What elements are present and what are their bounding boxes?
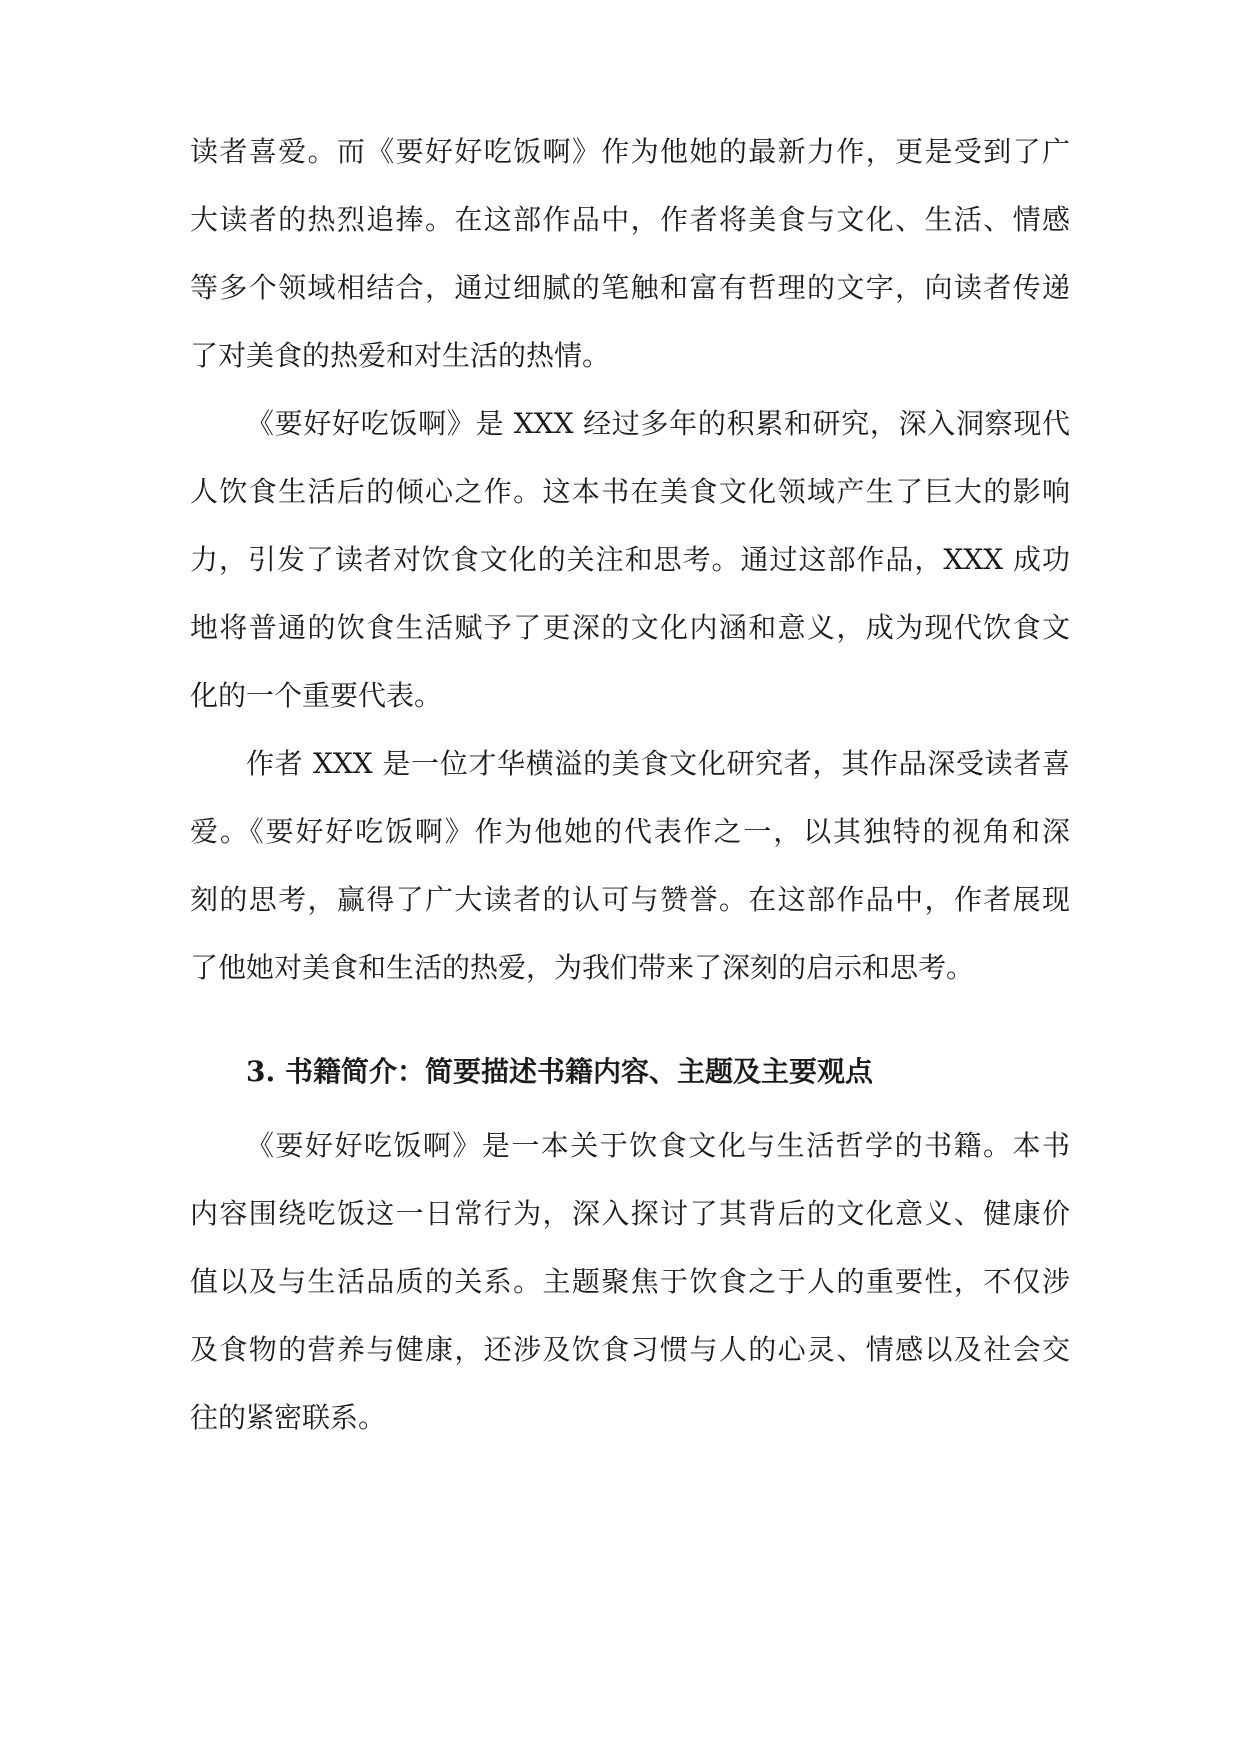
paragraph-3-line-2: 爱。《要好好吃饭啊》作为他她的代表作之一，以其独特的视角和深 [190,815,1070,848]
paragraph-3-line-1: 作者 XXX 是一位才华横溢的美食文化研究者，其作品深受读者喜 [246,747,1070,780]
paragraph-4-line-3: 值以及与生活品质的关系。主题聚焦于饮食之于人的重要性，不仅涉 [190,1265,1070,1298]
paragraph-3-line-4: 了他她对美食和生活的热爱，为我们带来了深刻的启示和思考。 [190,951,975,984]
paragraph-4-line-5: 往的紧密联系。 [190,1401,387,1434]
paragraph-4-line-4: 及食物的营养与健康，还涉及饮食习惯与人的心灵、情感以及社会交 [190,1333,1070,1366]
paragraph-2-line-4: 地将普通的饮食生活赋予了更深的文化内涵和意义，成为现代饮食文 [190,611,1070,644]
paragraph-1-line-1: 读者喜爱。而《要好好吃饭啊》作为他她的最新力作，更是受到了广 [190,135,1070,168]
paragraph-2-line-1: 《要好好吃饭啊》是 XXX 经过多年的积累和研究，深入洞察现代 [246,407,1070,440]
paragraph-1-line-2: 大读者的热烈追捧。在这部作品中，作者将美食与文化、生活、情感 [190,203,1070,236]
paragraph-2-line-5: 化的一个重要代表。 [190,679,443,712]
paragraph-2-line-2: 人饮食生活后的倾心之作。这本书在美食文化领域产生了巨大的影响 [190,475,1070,508]
paragraph-4-line-2: 内容围绕吃饭这一日常行为，深入探讨了其背后的文化意义、健康价 [190,1197,1070,1230]
paragraph-2-line-3: 力，引发了读者对饮食文化的关注和思考。通过这部作品，XXX 成功 [190,543,1070,576]
paragraph-3-line-3: 刻的思考，赢得了广大读者的认可与赞誉。在这部作品中，作者展现 [190,883,1070,916]
paragraph-1-line-4: 了对美食的热爱和对生活的热情。 [190,339,611,372]
paragraph-4-line-1: 《要好好吃饭啊》是一本关于饮食文化与生活哲学的书籍。本书 [246,1129,1070,1162]
section-heading: 3. 书籍简介：简要描述书籍内容、主题及主要观点 [246,1055,873,1088]
paragraph-1-line-3: 等多个领域相结合，通过细腻的笔触和富有哲理的文字，向读者传递 [190,271,1070,304]
